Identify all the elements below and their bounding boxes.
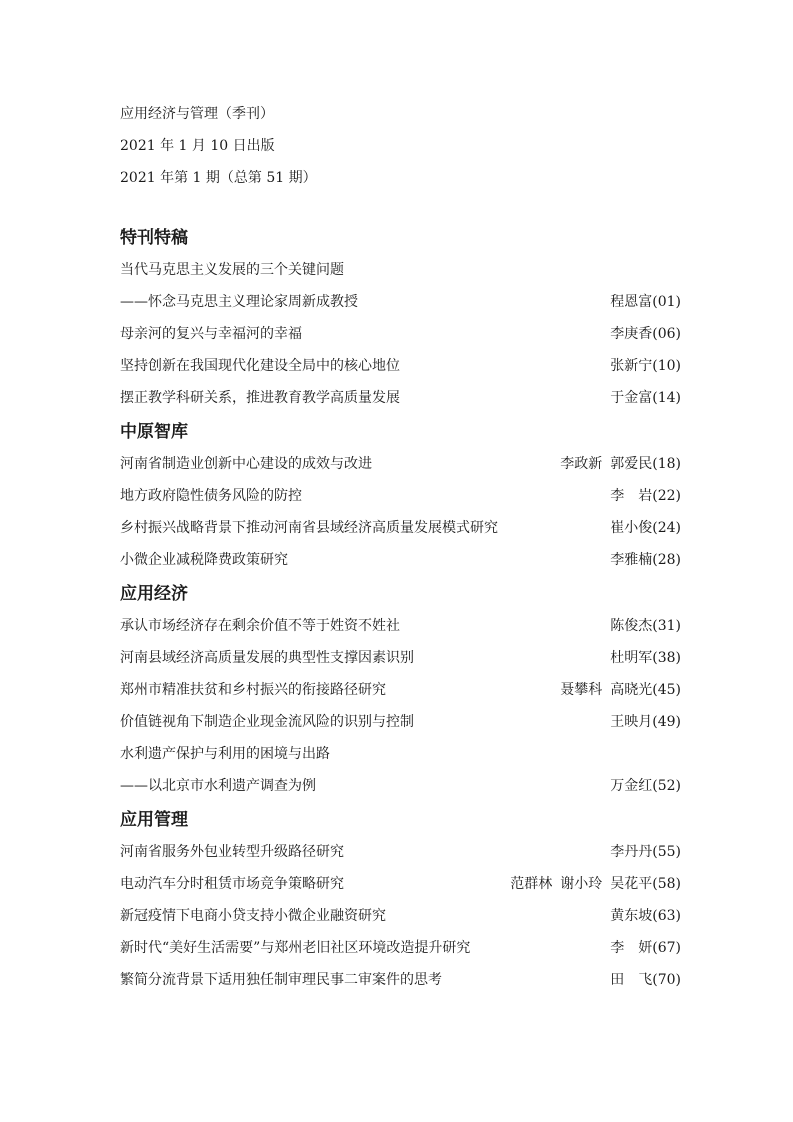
toc-entry[interactable]: [120, 680, 681, 712]
entry-meta: [602, 356, 681, 376]
toc-entry[interactable]: [120, 550, 681, 582]
issue-number: 2021 年第 1 期（总第 51 期）: [120, 170, 317, 186]
author-name: 范群林: [510, 876, 553, 892]
entry-meta: [602, 648, 681, 668]
toc-entry[interactable]: [120, 970, 681, 1002]
entry-meta: [602, 324, 681, 344]
article-title: 摆正教学科研关系，推进教育教学高质量发展: [120, 390, 400, 406]
page-number: (14): [652, 390, 681, 406]
table-of-contents: [120, 104, 681, 1002]
entry-meta: [602, 970, 681, 990]
article-title: 河南县域经济高质量发展的典型性支撑因素识别: [120, 650, 414, 666]
entry-meta: [602, 486, 681, 506]
page-number: (22): [652, 488, 681, 504]
article-title: 新冠疫情下电商小贷支持小微企业融资研究: [120, 908, 386, 924]
page-number: (10): [652, 358, 681, 374]
section-title: 应用管理: [120, 810, 188, 830]
author-name: 郭爱民: [610, 456, 653, 472]
author-name: 万金红: [610, 778, 653, 794]
page-number: (24): [652, 520, 681, 536]
toc-entry[interactable]: [120, 518, 681, 550]
page-number: (31): [652, 618, 681, 634]
page-number: (38): [652, 650, 681, 666]
article-subtitle: ——怀念马克思主义理论家周新成教授: [120, 294, 358, 310]
toc-entry[interactable]: [120, 292, 681, 324]
author-name: 于金富: [610, 390, 653, 406]
toc-entry[interactable]: [120, 648, 681, 680]
author-name: 杜明军: [610, 650, 653, 666]
author-name: 谢小玲: [560, 876, 603, 892]
author-name: 李雅楠: [610, 552, 653, 568]
author-name: 李 岩: [610, 488, 653, 504]
page-number: (01): [652, 294, 681, 310]
author-name: 李庚香: [610, 326, 653, 342]
author-name: 陈俊杰: [610, 618, 653, 634]
page-number: (63): [652, 908, 681, 924]
article-title[interactable]: 当代马克思主义发展的三个关键问题: [120, 262, 344, 278]
toc-entry[interactable]: [120, 906, 681, 938]
article-title: 承认市场经济存在剩余价值不等于姓资不姓社: [120, 618, 400, 634]
toc-entry[interactable]: [120, 776, 681, 808]
section-title: 应用经济: [120, 584, 188, 604]
toc-entry[interactable]: [120, 938, 681, 970]
toc-entry[interactable]: [120, 616, 681, 648]
toc-entry[interactable]: [120, 874, 681, 906]
article-title: 乡村振兴战略背景下推动河南省县域经济高质量发展模式研究: [120, 520, 498, 536]
entry-meta: [602, 712, 681, 732]
page-number: (55): [652, 844, 681, 860]
author-name: 吴花平: [610, 876, 653, 892]
entry-meta: [502, 874, 681, 894]
article-title: 新时代“美好生活需要”与郑州老旧社区环境改造提升研究: [120, 940, 471, 956]
entry-meta: [602, 550, 681, 570]
author-name: 李 妍: [610, 940, 653, 956]
entry-meta: [602, 906, 681, 926]
entry-meta: [602, 518, 681, 538]
entry-meta: [552, 454, 681, 474]
article-title: 河南省制造业创新中心建设的成效与改进: [120, 456, 372, 472]
author-name: 黄东坡: [610, 908, 653, 924]
entry-meta: [602, 776, 681, 796]
author-name: 田 飞: [610, 972, 653, 988]
article-title: 小微企业减税降费政策研究: [120, 552, 288, 568]
author-name: 崔小俊: [610, 520, 653, 536]
toc-entry[interactable]: [120, 842, 681, 874]
entry-meta: [602, 388, 681, 408]
author-name: 张新宁: [610, 358, 653, 374]
article-title: 价值链视角下制造企业现金流风险的识别与控制: [120, 714, 414, 730]
entry-meta: [552, 680, 681, 700]
article-title: 母亲河的复兴与幸福河的幸福: [120, 326, 302, 342]
entry-meta: [602, 292, 681, 312]
article-subtitle: ——以北京市水利遗产调查为例: [120, 778, 316, 794]
article-title: 坚持创新在我国现代化建设全局中的核心地位: [120, 358, 400, 374]
author-name: 王映月: [610, 714, 653, 730]
sections-container: [120, 226, 681, 1002]
page-number: (67): [652, 940, 681, 956]
section-title: 中原智库: [120, 422, 188, 442]
toc-entry[interactable]: [120, 356, 681, 388]
toc-entry[interactable]: [120, 324, 681, 356]
toc-entry[interactable]: [120, 454, 681, 486]
entry-meta: [602, 938, 681, 958]
page-number: (49): [652, 714, 681, 730]
page-number: (70): [652, 972, 681, 988]
publication-date: 2021 年 1 月 10 日出版: [120, 138, 275, 154]
page-number: (28): [652, 552, 681, 568]
article-title: 郑州市精准扶贫和乡村振兴的衔接路径研究: [120, 682, 386, 698]
article-title: 河南省服务外包业转型升级路径研究: [120, 844, 344, 860]
entry-meta: [602, 616, 681, 636]
author-name: 李丹丹: [610, 844, 653, 860]
author-name: 聂攀科: [560, 682, 603, 698]
page-number: (58): [652, 876, 681, 892]
page-number: (45): [652, 682, 681, 698]
page-number: (06): [652, 326, 681, 342]
author-name: 高晓光: [610, 682, 653, 698]
article-title: 电动汽车分时租赁市场竞争策略研究: [120, 876, 344, 892]
article-title[interactable]: 水利遗产保护与利用的困境与出路: [120, 746, 330, 762]
author-name: 程恩富: [610, 294, 653, 310]
toc-entry[interactable]: [120, 712, 681, 744]
entry-meta: [602, 842, 681, 862]
article-title: 繁简分流背景下适用独任制审理民事二审案件的思考: [120, 972, 442, 988]
page-number: (52): [652, 778, 681, 794]
journal-title: 应用经济与管理（季刊）: [120, 106, 274, 122]
section-title: 特刊特稿: [120, 228, 188, 248]
toc-entry[interactable]: [120, 388, 681, 420]
toc-entry[interactable]: [120, 486, 681, 518]
page-number: (18): [652, 456, 681, 472]
article-title: 地方政府隐性债务风险的防控: [120, 488, 302, 504]
author-name: 李政新: [560, 456, 603, 472]
